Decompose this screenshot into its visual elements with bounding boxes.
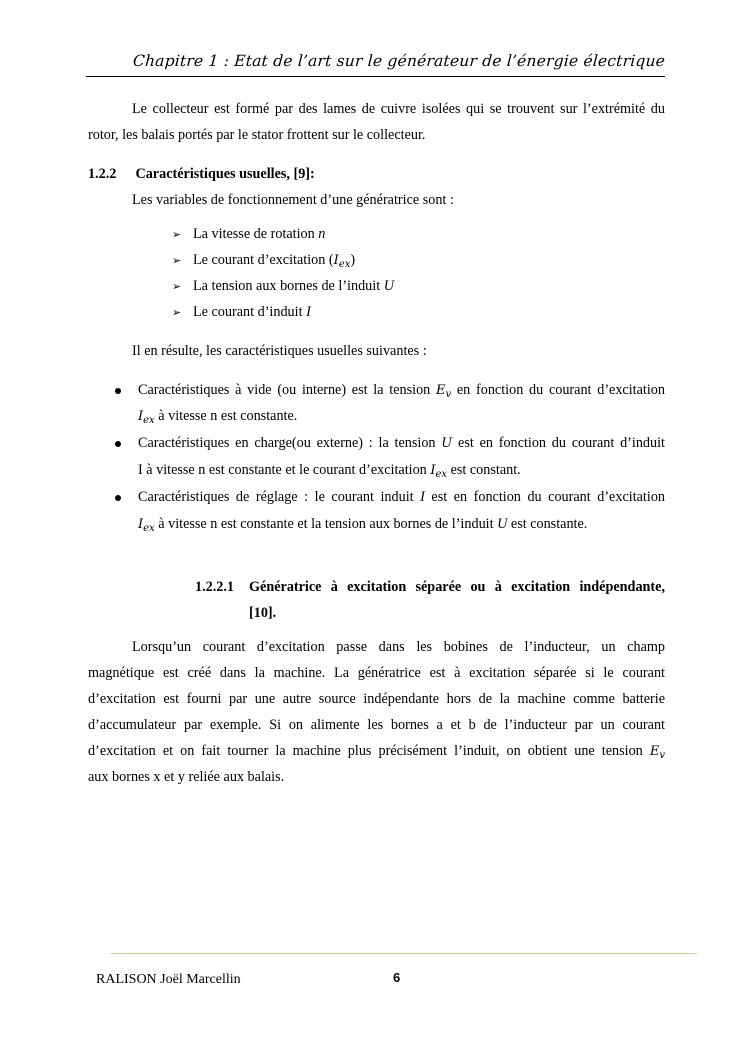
list-item: ➢ La tension aux bornes de l’induit U [172,278,394,294]
section-heading [88,166,315,183]
bullet-2-line-1: Caractéristiques en charge(ou externe) : la tension U est en fonction du courant d’induit [138,435,665,451]
bullet-2-line-2: I à vitesse n est constante et le courant d’excitation $I_{ex}$ est constant. [138,462,521,480]
footer-author: RALISON Joël Marcellin [96,972,241,987]
paragraph-line-1: Lorsqu’un courant d’excitation passe dans les bobines de l’inducteur, un champ [132,639,665,655]
list-item: ➢ Le courant d’induit I [172,304,311,320]
paragraph-line-2: magnétique est créé dans la machine. La génératrice est à excitation séparée si le courant [88,665,665,681]
arrow-bullet-icon: ➢ [172,281,182,293]
header-rule [86,76,665,77]
bullet-dot-icon [115,441,121,447]
arrow-bullet-icon: ➢ [172,255,182,267]
bullet-dot-icon [115,388,121,394]
arrow-bullet-icon: ➢ [172,307,182,319]
footer-rule [110,953,697,954]
result-intro: Il en résulte, les caractéristiques usuelles suivantes : [132,343,427,359]
subsection-title-line-2: [10]. [249,605,277,621]
variables-intro: Les variables de fonctionnement d’une génératrice sont : [132,192,454,208]
paragraph-line-4: d’accumulateur par exemple. Si on alimente les bornes a et b de l’inducteur par un courant [88,717,665,733]
subsection-number: 1.2.2.1 [195,579,235,595]
subsection-title-line-1: Génératrice à excitation séparée ou à excitation indépendante, [249,579,665,595]
list-item: ➢ Le courant d’excitation $(I_{ex})$ [172,252,356,270]
paragraph-line-6: aux bornes x et y reliée aux balais. [88,769,285,785]
arrow-bullet-icon: ➢ [172,229,182,241]
bullet-1-line-1: Caractéristiques à vide (ou interne) est la tension $E_v$ en fonction du courant d’excitation [138,382,665,400]
section-number: 1.2.2 [88,166,117,182]
section-title: Caractéristiques usuelles, [9]: [135,166,315,182]
page-number: 6 [393,970,401,985]
paragraph-line-3: d’excitation est fourni par une autre source indépendante hors de la machine comme batterie [88,691,665,707]
intro-line-1: Le collecteur est formé par des lames de cuivre isolées qui se trouvent sur l’extrémité du [132,101,665,117]
list-item: ➢ La vitesse de rotation n [172,226,326,242]
running-header: Chapitre 1 : Etat de l’art sur le générateur de l’énergie électrique [132,52,666,70]
bullet-1-line-2: $I_{ex}$ à vitesse n est constante. [138,408,298,426]
paragraph-line-5: d’excitation et on fait tourner la machine plus précisément l’induit, on obtient une tension $E_v$ [88,743,665,761]
intro-line-2: rotor, les balais portés par le stator frottent sur le collecteur. [88,127,426,143]
bullet-3-line-2: $I_{ex}$ à vitesse n est constante et la tension aux bornes de l’induit U est constante. [138,516,588,534]
bullet-3-line-1: Caractéristiques de réglage : le courant induit I est en fonction du courant d’excitation [138,489,666,505]
bullet-dot-icon [115,495,121,501]
